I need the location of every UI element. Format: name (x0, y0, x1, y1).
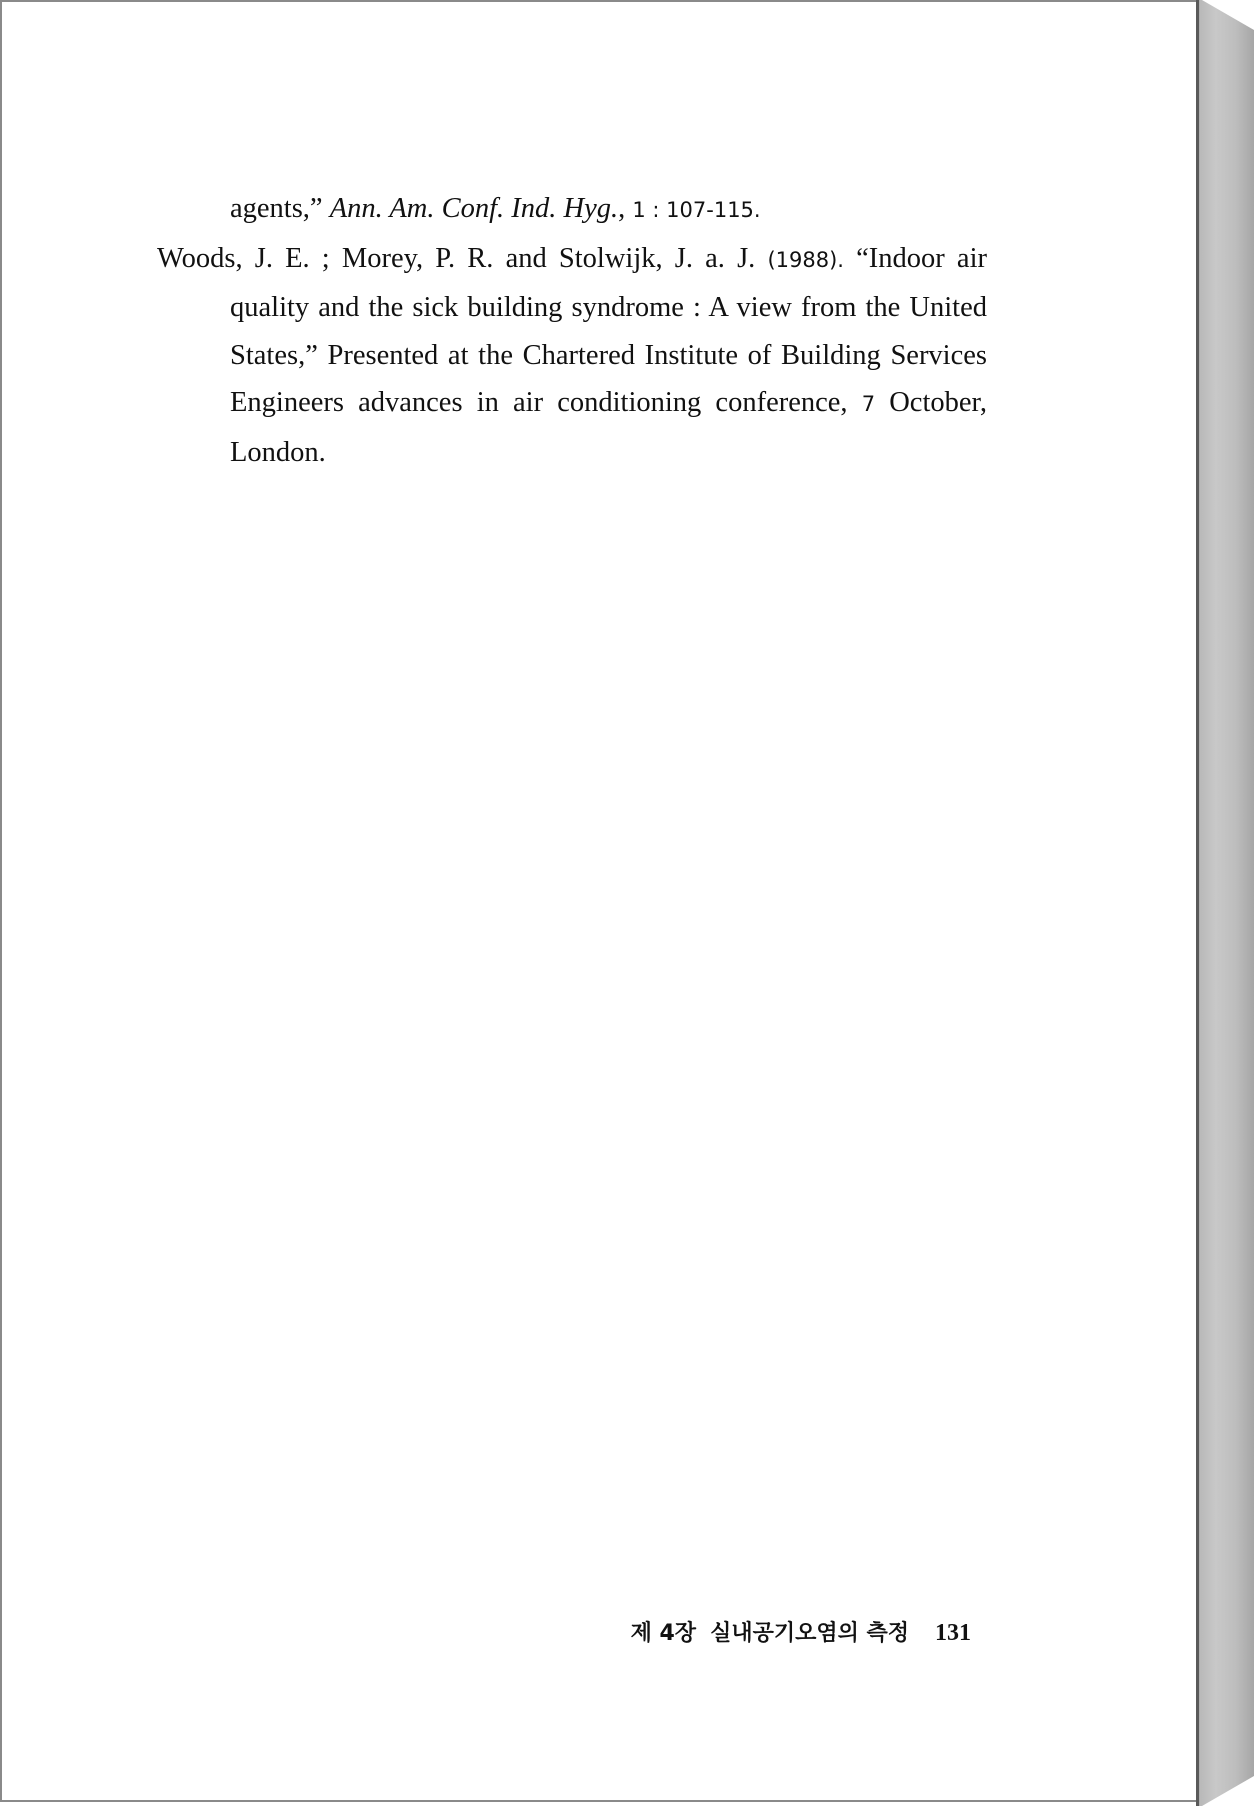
reference-woods-1988 (157, 235, 987, 477)
running-footer (631, 1616, 971, 1647)
reference-body: “Indoor air quality and the sick building syndrome : A view from the United States,” Presented at the Chartered Institute of Building Services Engineers advances in air conditioning conference, (230, 242, 987, 418)
reference-list (157, 185, 987, 476)
reference-tail: October, London. (230, 387, 987, 468)
footer-title: 실내공기오염의 측정 (710, 1621, 909, 1646)
reference-authors: Woods, J. E. ; Morey, P. R. and Stolwijk, J. a. J. (157, 242, 768, 274)
reference-year: (1988). (767, 247, 844, 272)
footer-chapter: 제 4장 (630, 1621, 697, 1646)
page-edge-line (1196, 0, 1199, 1806)
reference-continuation (157, 185, 987, 235)
reference-day: 7 (861, 392, 876, 416)
journal-title: Ann. Am. Conf. Ind. Hyg. (329, 193, 619, 224)
volume-pages: 1 : 107-115. (632, 198, 761, 222)
reference-text: agents,” (230, 193, 330, 224)
reference-separator: , (618, 193, 633, 224)
page-number: 131 (935, 1620, 971, 1646)
page-stack-edge (1196, 0, 1254, 1806)
